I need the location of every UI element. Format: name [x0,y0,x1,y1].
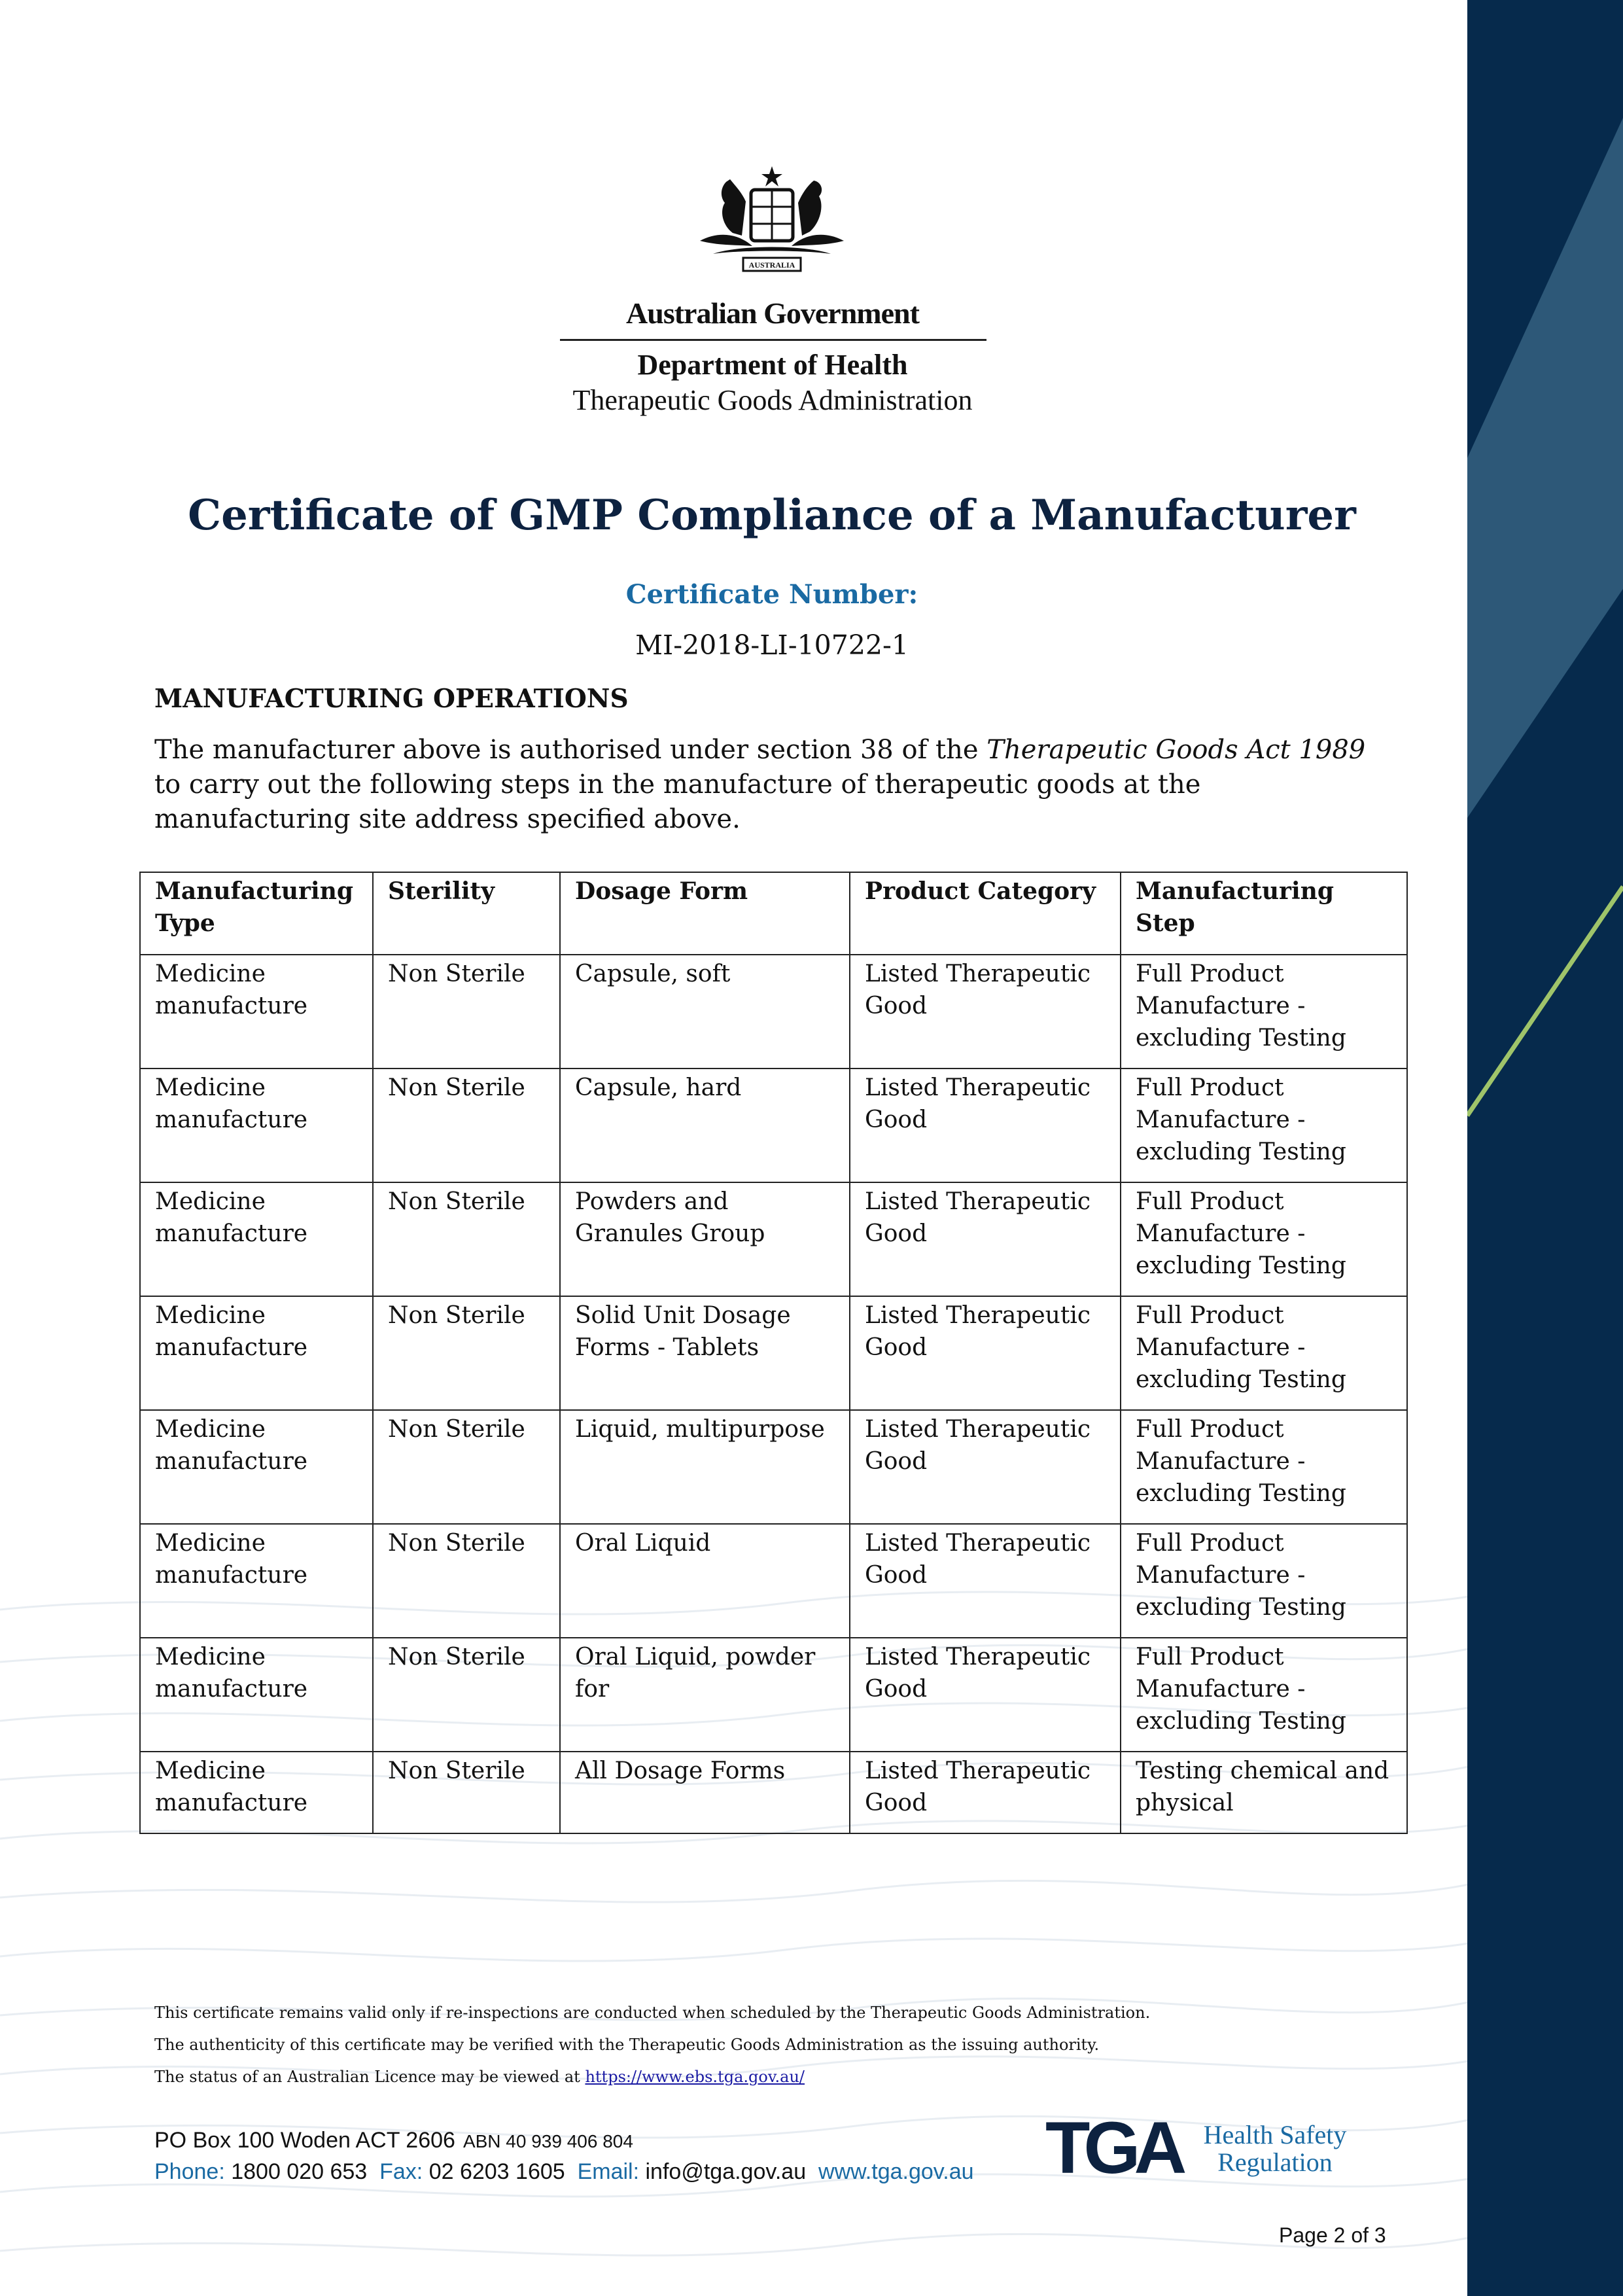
validity-note: This certificate remains valid only if re-inspections are conducted when scheduled by the Therapeutic Goods Administration. [154,2004,1151,2022]
manufacturing-operations-table [139,872,1408,1834]
table-cell: Non Sterile [373,955,560,1069]
department-name: Department of Health [637,349,908,381]
table-cell: Liquid, multipurpose [560,1410,850,1524]
table-cell: Listed Therapeutic Good [850,1524,1121,1638]
website-link[interactable]: www.tga.gov.au [818,2159,974,2184]
column-header: Dosage Form [560,872,850,955]
table-cell: Full Product Manufacture - excluding Testing [1121,1182,1407,1296]
table-cell: Solid Unit Dosage Forms - Tablets [560,1296,850,1410]
agency-name: Therapeutic Goods Administration [572,384,973,416]
email-label: Email: [577,2159,640,2184]
table-cell: Medicine manufacture [140,1752,373,1833]
table-row [140,1296,1407,1410]
act-name: Therapeutic Goods Act 1989 [986,735,1366,765]
table-cell: Non Sterile [373,1182,560,1296]
table-cell: Full Product Manufacture - excluding Testing [1121,955,1407,1069]
table-cell: Listed Therapeutic Good [850,1410,1121,1524]
table-cell: Non Sterile [373,1410,560,1524]
licence-status-note [154,2068,805,2086]
fax-label: Fax: [379,2159,423,2184]
table-row [140,1752,1407,1833]
licence-status-text: The status of an Australian Licence may be viewed at [154,2068,585,2086]
table-cell: Oral Liquid [560,1524,850,1638]
table-cell: Capsule, soft [560,955,850,1069]
ebs-link[interactable]: https://www.ebs.tga.gov.au/ [585,2068,805,2086]
table-row [140,1524,1407,1638]
tagline-line-1: Health Safety [1203,2120,1347,2149]
government-name: Australian Government [626,296,919,330]
crest-motto: AUSTRALIA [748,260,795,270]
table-cell: Medicine manufacture [140,1410,373,1524]
contact-details [154,2159,974,2185]
table-cell: Medicine manufacture [140,1296,373,1410]
table-cell: Capsule, hard [560,1069,850,1182]
certificate-number-label: Certificate Number: [625,579,918,610]
postal-address [154,2128,633,2153]
table-cell: Non Sterile [373,1524,560,1638]
tga-logo-mark: TGA [1045,2107,1181,2189]
page-number: Page 2 of 3 [1279,2223,1386,2247]
table-cell: Listed Therapeutic Good [850,1182,1121,1296]
table-cell: Listed Therapeutic Good [850,1296,1121,1410]
intro-text-end: to carry out the following steps in the manufacture of therapeutic goods at the manufacturing site address specified above. [154,769,1201,834]
table-cell: Medicine manufacture [140,955,373,1069]
table-cell: All Dosage Forms [560,1752,850,1833]
intro-paragraph [154,733,1397,837]
tga-logo-tagline [1200,2121,1350,2176]
table-row [140,1410,1407,1524]
fax-number: 02 6203 1605 [428,2159,565,2184]
column-header: Manufacturing Type [140,872,373,955]
document-title: Certificate of GMP Compliance of a Manufacturer [188,491,1356,540]
table-cell: Full Product Manufacture - excluding Testing [1121,1524,1407,1638]
table-cell: Non Sterile [373,1069,560,1182]
table-cell: Non Sterile [373,1752,560,1833]
section-heading: MANUFACTURING OPERATIONS [154,684,629,714]
decorative-sidebar [1467,0,1623,2296]
tagline-line-2: Regulation [1217,2147,1333,2177]
table-cell: Full Product Manufacture - excluding Testing [1121,1638,1407,1752]
table-cell: Testing chemical and physical [1121,1752,1407,1833]
abn: ABN 40 939 406 804 [462,2131,633,2151]
table-row [140,1638,1407,1752]
table-row [140,1182,1407,1296]
coat-of-arms-emblem [687,162,857,280]
column-header: Manufacturing Step [1121,872,1407,955]
table-cell: Non Sterile [373,1638,560,1752]
table-row [140,955,1407,1069]
table-cell: Non Sterile [373,1296,560,1410]
table-cell: Medicine manufacture [140,1524,373,1638]
column-header: Product Category [850,872,1121,955]
authenticity-note: The authenticity of this certificate may be verified with the Therapeutic Goods Administration as the issuing authority. [154,2036,1100,2054]
table-cell: Listed Therapeutic Good [850,1069,1121,1182]
header-divider [560,339,986,341]
table-cell: Medicine manufacture [140,1638,373,1752]
table-cell: Full Product Manufacture - excluding Testing [1121,1410,1407,1524]
table-cell: Listed Therapeutic Good [850,955,1121,1069]
phone-number: 1800 020 653 [231,2159,368,2184]
table-cell: Listed Therapeutic Good [850,1752,1121,1833]
table-cell: Listed Therapeutic Good [850,1638,1121,1752]
phone-label: Phone: [154,2159,225,2184]
address-text: PO Box 100 Woden ACT 2606 [154,2128,455,2153]
table-header-row [140,872,1407,955]
table-cell: Medicine manufacture [140,1069,373,1182]
table-cell: Medicine manufacture [140,1182,373,1296]
table-cell: Oral Liquid, powder for [560,1638,850,1752]
table-cell: Full Product Manufacture - excluding Testing [1121,1069,1407,1182]
intro-text-start: The manufacturer above is authorised under section 38 of the [154,735,987,765]
email-address[interactable]: info@tga.gov.au [645,2159,807,2184]
table-cell: Powders and Granules Group [560,1182,850,1296]
certificate-number: MI-2018-LI-10722-1 [635,629,909,661]
column-header: Sterility [373,872,560,955]
tga-logo [1045,2107,1347,2189]
table-cell: Full Product Manufacture - excluding Testing [1121,1296,1407,1410]
table-row [140,1069,1407,1182]
